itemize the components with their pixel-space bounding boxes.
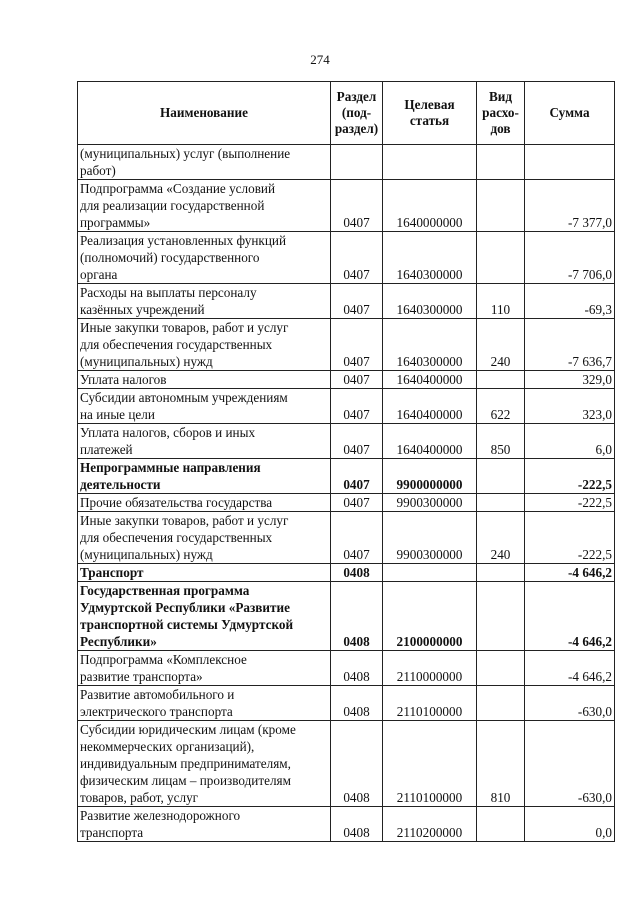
cell-expense	[477, 564, 525, 582]
cell-sum: -7 377,0	[525, 180, 615, 232]
table-row	[78, 512, 615, 564]
cell-sum: 323,0	[525, 389, 615, 424]
cell-sum: -4 646,2	[525, 564, 615, 582]
cell-expense: 622	[477, 389, 525, 424]
cell-sum: -222,5	[525, 494, 615, 512]
table-row	[78, 424, 615, 459]
cell-section: 0408	[331, 582, 383, 651]
cell-name: Расходы на выплаты персоналу казённых учреждений	[78, 284, 331, 319]
cell-name: Иные закупки товаров, работ и услуг для обеспечения государственных (муниципальных) нужд	[78, 512, 331, 564]
cell-name: Субсидии автономным учреждениям на иные цели	[78, 389, 331, 424]
cell-section: 0407	[331, 180, 383, 232]
cell-expense	[477, 180, 525, 232]
cell-target: 1640300000	[383, 232, 477, 284]
cell-target: 1640400000	[383, 424, 477, 459]
cell-section: 0408	[331, 564, 383, 582]
cell-sum: -69,3	[525, 284, 615, 319]
cell-expense: 810	[477, 721, 525, 807]
table-row	[78, 389, 615, 424]
cell-target: 1640000000	[383, 180, 477, 232]
cell-target: 1640400000	[383, 389, 477, 424]
cell-sum: -7 706,0	[525, 232, 615, 284]
table-header-row	[78, 82, 615, 145]
cell-sum: -630,0	[525, 686, 615, 721]
cell-sum: -630,0	[525, 721, 615, 807]
cell-target: 2110200000	[383, 807, 477, 842]
table-row	[78, 319, 615, 371]
header-name: Наименование	[78, 82, 331, 145]
table-row	[78, 651, 615, 686]
cell-expense	[477, 145, 525, 180]
cell-name: Развитие железнодорожного транспорта	[78, 807, 331, 842]
cell-name: Транспорт	[78, 564, 331, 582]
table-row	[78, 686, 615, 721]
cell-target: 9900000000	[383, 459, 477, 494]
header-expense: Вид расхо- дов	[477, 82, 525, 145]
cell-name: Уплата налогов	[78, 371, 331, 389]
cell-expense: 110	[477, 284, 525, 319]
page-number: 274	[310, 52, 330, 67]
cell-section: 0408	[331, 686, 383, 721]
cell-sum: -222,5	[525, 512, 615, 564]
table-row	[78, 284, 615, 319]
cell-name: Реализация установленных функций (полномочий) государственного органа	[78, 232, 331, 284]
cell-name: Непрограммные направления деятельности	[78, 459, 331, 494]
cell-name: (муниципальных) услуг (выполнение работ)	[78, 145, 331, 180]
cell-section: 0407	[331, 459, 383, 494]
cell-expense: 240	[477, 512, 525, 564]
table-row	[78, 582, 615, 651]
cell-expense	[477, 651, 525, 686]
table-row	[78, 494, 615, 512]
cell-expense: 240	[477, 319, 525, 371]
cell-target: 2100000000	[383, 582, 477, 651]
cell-sum: -4 646,2	[525, 582, 615, 651]
cell-expense	[477, 582, 525, 651]
cell-section: 0407	[331, 284, 383, 319]
cell-name: Развитие автомобильного и электрического транспорта	[78, 686, 331, 721]
cell-name: Субсидии юридическим лицам (кроме некоммерческих организаций), индивидуальным предпринимателям, физическим лицам – производителям товаров, работ, услуг	[78, 721, 331, 807]
cell-target: 1640300000	[383, 284, 477, 319]
cell-target	[383, 145, 477, 180]
table-row	[78, 807, 615, 842]
cell-name: Уплата налогов, сборов и иных платежей	[78, 424, 331, 459]
cell-target: 2110100000	[383, 721, 477, 807]
cell-section: 0408	[331, 651, 383, 686]
header-section: Раздел (под- раздел)	[331, 82, 383, 145]
cell-sum: -7 636,7	[525, 319, 615, 371]
table-row	[78, 721, 615, 807]
cell-name: Прочие обязательства государства	[78, 494, 331, 512]
table-row	[78, 371, 615, 389]
cell-section: 0407	[331, 424, 383, 459]
cell-sum	[525, 145, 615, 180]
header-sum: Сумма	[525, 82, 615, 145]
cell-section: 0408	[331, 721, 383, 807]
cell-expense	[477, 371, 525, 389]
cell-name: Подпрограмма «Создание условий для реализации государственной программы»	[78, 180, 331, 232]
cell-name: Иные закупки товаров, работ и услуг для обеспечения государственных (муниципальных) нужд	[78, 319, 331, 371]
cell-section: 0407	[331, 512, 383, 564]
table-row	[78, 145, 615, 180]
cell-sum: 329,0	[525, 371, 615, 389]
cell-expense	[477, 459, 525, 494]
table-row	[78, 459, 615, 494]
cell-name: Государственная программа Удмуртской Республики «Развитие транспортной системы Удмуртской Республики»	[78, 582, 331, 651]
cell-sum: -222,5	[525, 459, 615, 494]
cell-sum: 0,0	[525, 807, 615, 842]
cell-target: 2110000000	[383, 651, 477, 686]
cell-section: 0407	[331, 494, 383, 512]
cell-target: 9900300000	[383, 512, 477, 564]
cell-expense	[477, 494, 525, 512]
cell-target: 1640400000	[383, 371, 477, 389]
cell-section	[331, 145, 383, 180]
cell-section: 0407	[331, 232, 383, 284]
cell-target: 1640300000	[383, 319, 477, 371]
cell-target: 2110100000	[383, 686, 477, 721]
cell-expense: 850	[477, 424, 525, 459]
cell-sum: -4 646,2	[525, 651, 615, 686]
cell-target	[383, 564, 477, 582]
cell-expense	[477, 232, 525, 284]
cell-section: 0407	[331, 389, 383, 424]
cell-section: 0408	[331, 807, 383, 842]
header-target: Целевая статья	[383, 82, 477, 145]
cell-sum: 6,0	[525, 424, 615, 459]
cell-expense	[477, 807, 525, 842]
budget-table	[77, 81, 615, 842]
table-row	[78, 232, 615, 284]
cell-expense	[477, 686, 525, 721]
cell-section: 0407	[331, 371, 383, 389]
cell-target: 9900300000	[383, 494, 477, 512]
table-row	[78, 180, 615, 232]
cell-name: Подпрограмма «Комплексное развитие транспорта»	[78, 651, 331, 686]
table-row	[78, 564, 615, 582]
cell-section: 0407	[331, 319, 383, 371]
